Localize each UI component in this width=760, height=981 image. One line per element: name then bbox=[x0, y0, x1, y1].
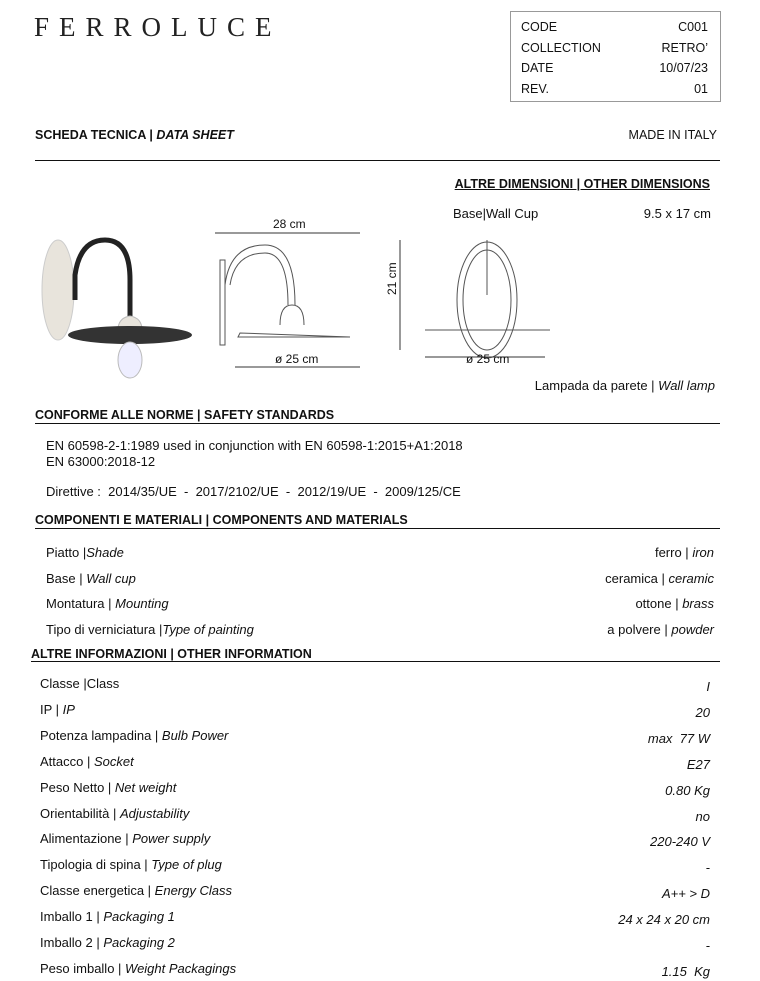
info-row bbox=[40, 935, 710, 953]
standard-line-2: EN 63000:2018-12 bbox=[46, 454, 156, 469]
info-value: A++ > D bbox=[661, 886, 710, 902]
diameter-dimension-front: ø 25 cm bbox=[466, 352, 510, 366]
section-underline bbox=[35, 528, 720, 529]
info-value: 1.15 Kg bbox=[661, 963, 710, 979]
base-label: Base|Wall Cup bbox=[453, 206, 539, 221]
info-label bbox=[40, 754, 134, 769]
label-en: Mounting bbox=[115, 596, 169, 612]
value-en: powder bbox=[671, 622, 714, 638]
component-value bbox=[635, 596, 714, 611]
label-en: Weight Packagings bbox=[125, 960, 237, 976]
info-label bbox=[40, 857, 222, 872]
component-row bbox=[46, 545, 714, 560]
label-en: Wall cup bbox=[86, 570, 136, 586]
info-label bbox=[40, 728, 228, 743]
sheet-title-en: DATA SHEET bbox=[156, 128, 234, 142]
info-row bbox=[40, 779, 710, 798]
label-it: Tipologia di spina | bbox=[40, 857, 152, 873]
label-it: Classe energetica | bbox=[40, 883, 155, 899]
info-label bbox=[40, 909, 175, 924]
info-label: CODE bbox=[521, 20, 558, 34]
info-label bbox=[40, 780, 176, 795]
lamp-photo bbox=[30, 230, 200, 380]
label-en: Socket bbox=[93, 753, 134, 769]
base-value: 9.5 x 17 cm bbox=[643, 206, 711, 221]
label-en: Bulb Power bbox=[161, 727, 229, 743]
info-value: C001 bbox=[678, 20, 708, 34]
component-label bbox=[46, 545, 124, 560]
info-value: E27 bbox=[686, 756, 710, 772]
label-it: Alimentazione | bbox=[40, 831, 133, 847]
sheet-title-it: SCHEDA TECNICA | bbox=[35, 128, 157, 142]
section-underline bbox=[35, 423, 720, 424]
label-it: IP | bbox=[40, 701, 63, 717]
width-dimension: 28 cm bbox=[273, 217, 306, 231]
info-label: DATE bbox=[521, 61, 554, 75]
info-value: - bbox=[705, 938, 710, 953]
info-row-collection bbox=[521, 41, 708, 55]
info-value: max 77 W bbox=[647, 730, 710, 746]
component-row bbox=[46, 571, 714, 586]
info-label bbox=[40, 702, 75, 717]
label-it: Montatura | bbox=[46, 596, 116, 612]
info-label bbox=[40, 883, 232, 898]
divider bbox=[35, 160, 720, 161]
standards-title: CONFORME ALLE NORME | SAFETY STANDARDS bbox=[35, 408, 335, 422]
info-value: 220-240 V bbox=[650, 834, 710, 850]
made-in-italy: MADE IN ITALY bbox=[628, 128, 717, 142]
brand-logo: FERROLUCE bbox=[34, 12, 282, 42]
label-en: Packaging 2 bbox=[103, 935, 175, 950]
label-it: Tipo di verniciatura | bbox=[46, 622, 163, 638]
info-row bbox=[40, 753, 710, 772]
info-row-rev bbox=[521, 82, 708, 96]
label-it: Potenza lampadina | bbox=[40, 727, 162, 743]
sheet-title bbox=[35, 128, 234, 142]
caption-en: Wall lamp bbox=[658, 378, 715, 393]
value-it: a polvere | bbox=[607, 622, 672, 638]
front-drawing bbox=[395, 235, 555, 365]
info-value: 10/07/23 bbox=[659, 61, 708, 75]
dimensions-title: ALTRE DIMENSIONI | OTHER DIMENSIONS bbox=[454, 177, 710, 191]
label-it: Peso imballo | bbox=[40, 960, 126, 976]
directives: Direttive : 2014/35/UE - 2017/2102/UE - 2012/19/UE - 2009/125/CE bbox=[46, 484, 461, 499]
info-row-code bbox=[521, 20, 708, 34]
info-value: RETRO’ bbox=[661, 41, 708, 55]
info-row bbox=[40, 831, 710, 850]
label-en: Net weight bbox=[114, 779, 177, 795]
info-value: 20 bbox=[695, 704, 710, 720]
info-box bbox=[510, 11, 721, 102]
component-value bbox=[655, 545, 714, 560]
value-en: ceramic bbox=[668, 570, 714, 586]
value-it: ferro | bbox=[654, 545, 693, 560]
label-en: Adjustability bbox=[119, 805, 190, 821]
info-label bbox=[40, 831, 210, 846]
info-value: no bbox=[695, 808, 710, 824]
info-label bbox=[40, 935, 175, 950]
value-it: ceramica | bbox=[605, 570, 669, 586]
info-row bbox=[40, 676, 710, 694]
info-row bbox=[40, 960, 710, 979]
label-it: Attacco | bbox=[40, 753, 94, 769]
label-en: Type of painting bbox=[162, 622, 254, 638]
info-row bbox=[40, 857, 710, 876]
info-label bbox=[40, 676, 119, 691]
component-label bbox=[46, 571, 136, 586]
label-it: Orientabilità | bbox=[40, 805, 120, 821]
label-it: Peso Netto | bbox=[40, 779, 115, 795]
info-label: COLLECTION bbox=[521, 41, 601, 55]
label-en: Packaging 1 bbox=[103, 909, 175, 925]
info-label bbox=[40, 961, 236, 976]
info-value: I bbox=[706, 679, 710, 694]
info-value: 01 bbox=[694, 82, 708, 96]
info-label bbox=[40, 806, 189, 821]
caption-it: Lampada da parete | bbox=[534, 378, 659, 393]
info-row bbox=[40, 727, 710, 746]
value-en: brass bbox=[682, 596, 714, 612]
label-it: Base | bbox=[46, 570, 87, 586]
info-row bbox=[40, 805, 710, 824]
component-label bbox=[46, 596, 169, 611]
label-it: Imballo 2 | bbox=[40, 935, 104, 950]
info-value: 0.80 Kg bbox=[665, 782, 710, 798]
label-it: Piatto | bbox=[46, 545, 87, 560]
diameter-dimension: ø 25 cm bbox=[275, 352, 319, 366]
info-row bbox=[40, 701, 710, 720]
label-en: Type of plug bbox=[151, 857, 222, 873]
value-it: ottone | bbox=[635, 596, 683, 612]
info-value: - bbox=[705, 860, 710, 876]
side-drawing bbox=[210, 225, 370, 370]
label-it: Classe |Class bbox=[40, 676, 120, 691]
info-row bbox=[40, 883, 710, 902]
component-row bbox=[46, 596, 714, 611]
component-label bbox=[46, 622, 254, 637]
label-en: Energy Class bbox=[154, 883, 232, 899]
info-row-date bbox=[521, 61, 708, 75]
label-en: IP bbox=[62, 701, 75, 717]
info-label: REV. bbox=[521, 82, 550, 96]
components-title: COMPONENTI E MATERIALI | COMPONENTS AND MATERIALS bbox=[35, 513, 408, 527]
section-underline bbox=[31, 661, 720, 662]
info-value: 24 x 24 x 20 cm bbox=[618, 912, 710, 928]
label-it: Imballo 1 | bbox=[40, 909, 104, 925]
component-value bbox=[607, 622, 714, 637]
label-en: Power supply bbox=[132, 831, 211, 847]
info-row bbox=[40, 909, 710, 928]
other-info-title: ALTRE INFORMAZIONI | OTHER INFORMATION bbox=[31, 647, 312, 661]
standard-line-1: EN 60598-2-1:1989 used in conjunction with EN 60598-1:2015+A1:2018 bbox=[46, 438, 463, 453]
height-dimension: 21 cm bbox=[385, 262, 399, 295]
component-row bbox=[46, 622, 714, 637]
label-en: Shade bbox=[86, 545, 124, 560]
value-en: iron bbox=[692, 545, 714, 560]
component-value bbox=[605, 571, 714, 586]
caption bbox=[535, 378, 715, 393]
